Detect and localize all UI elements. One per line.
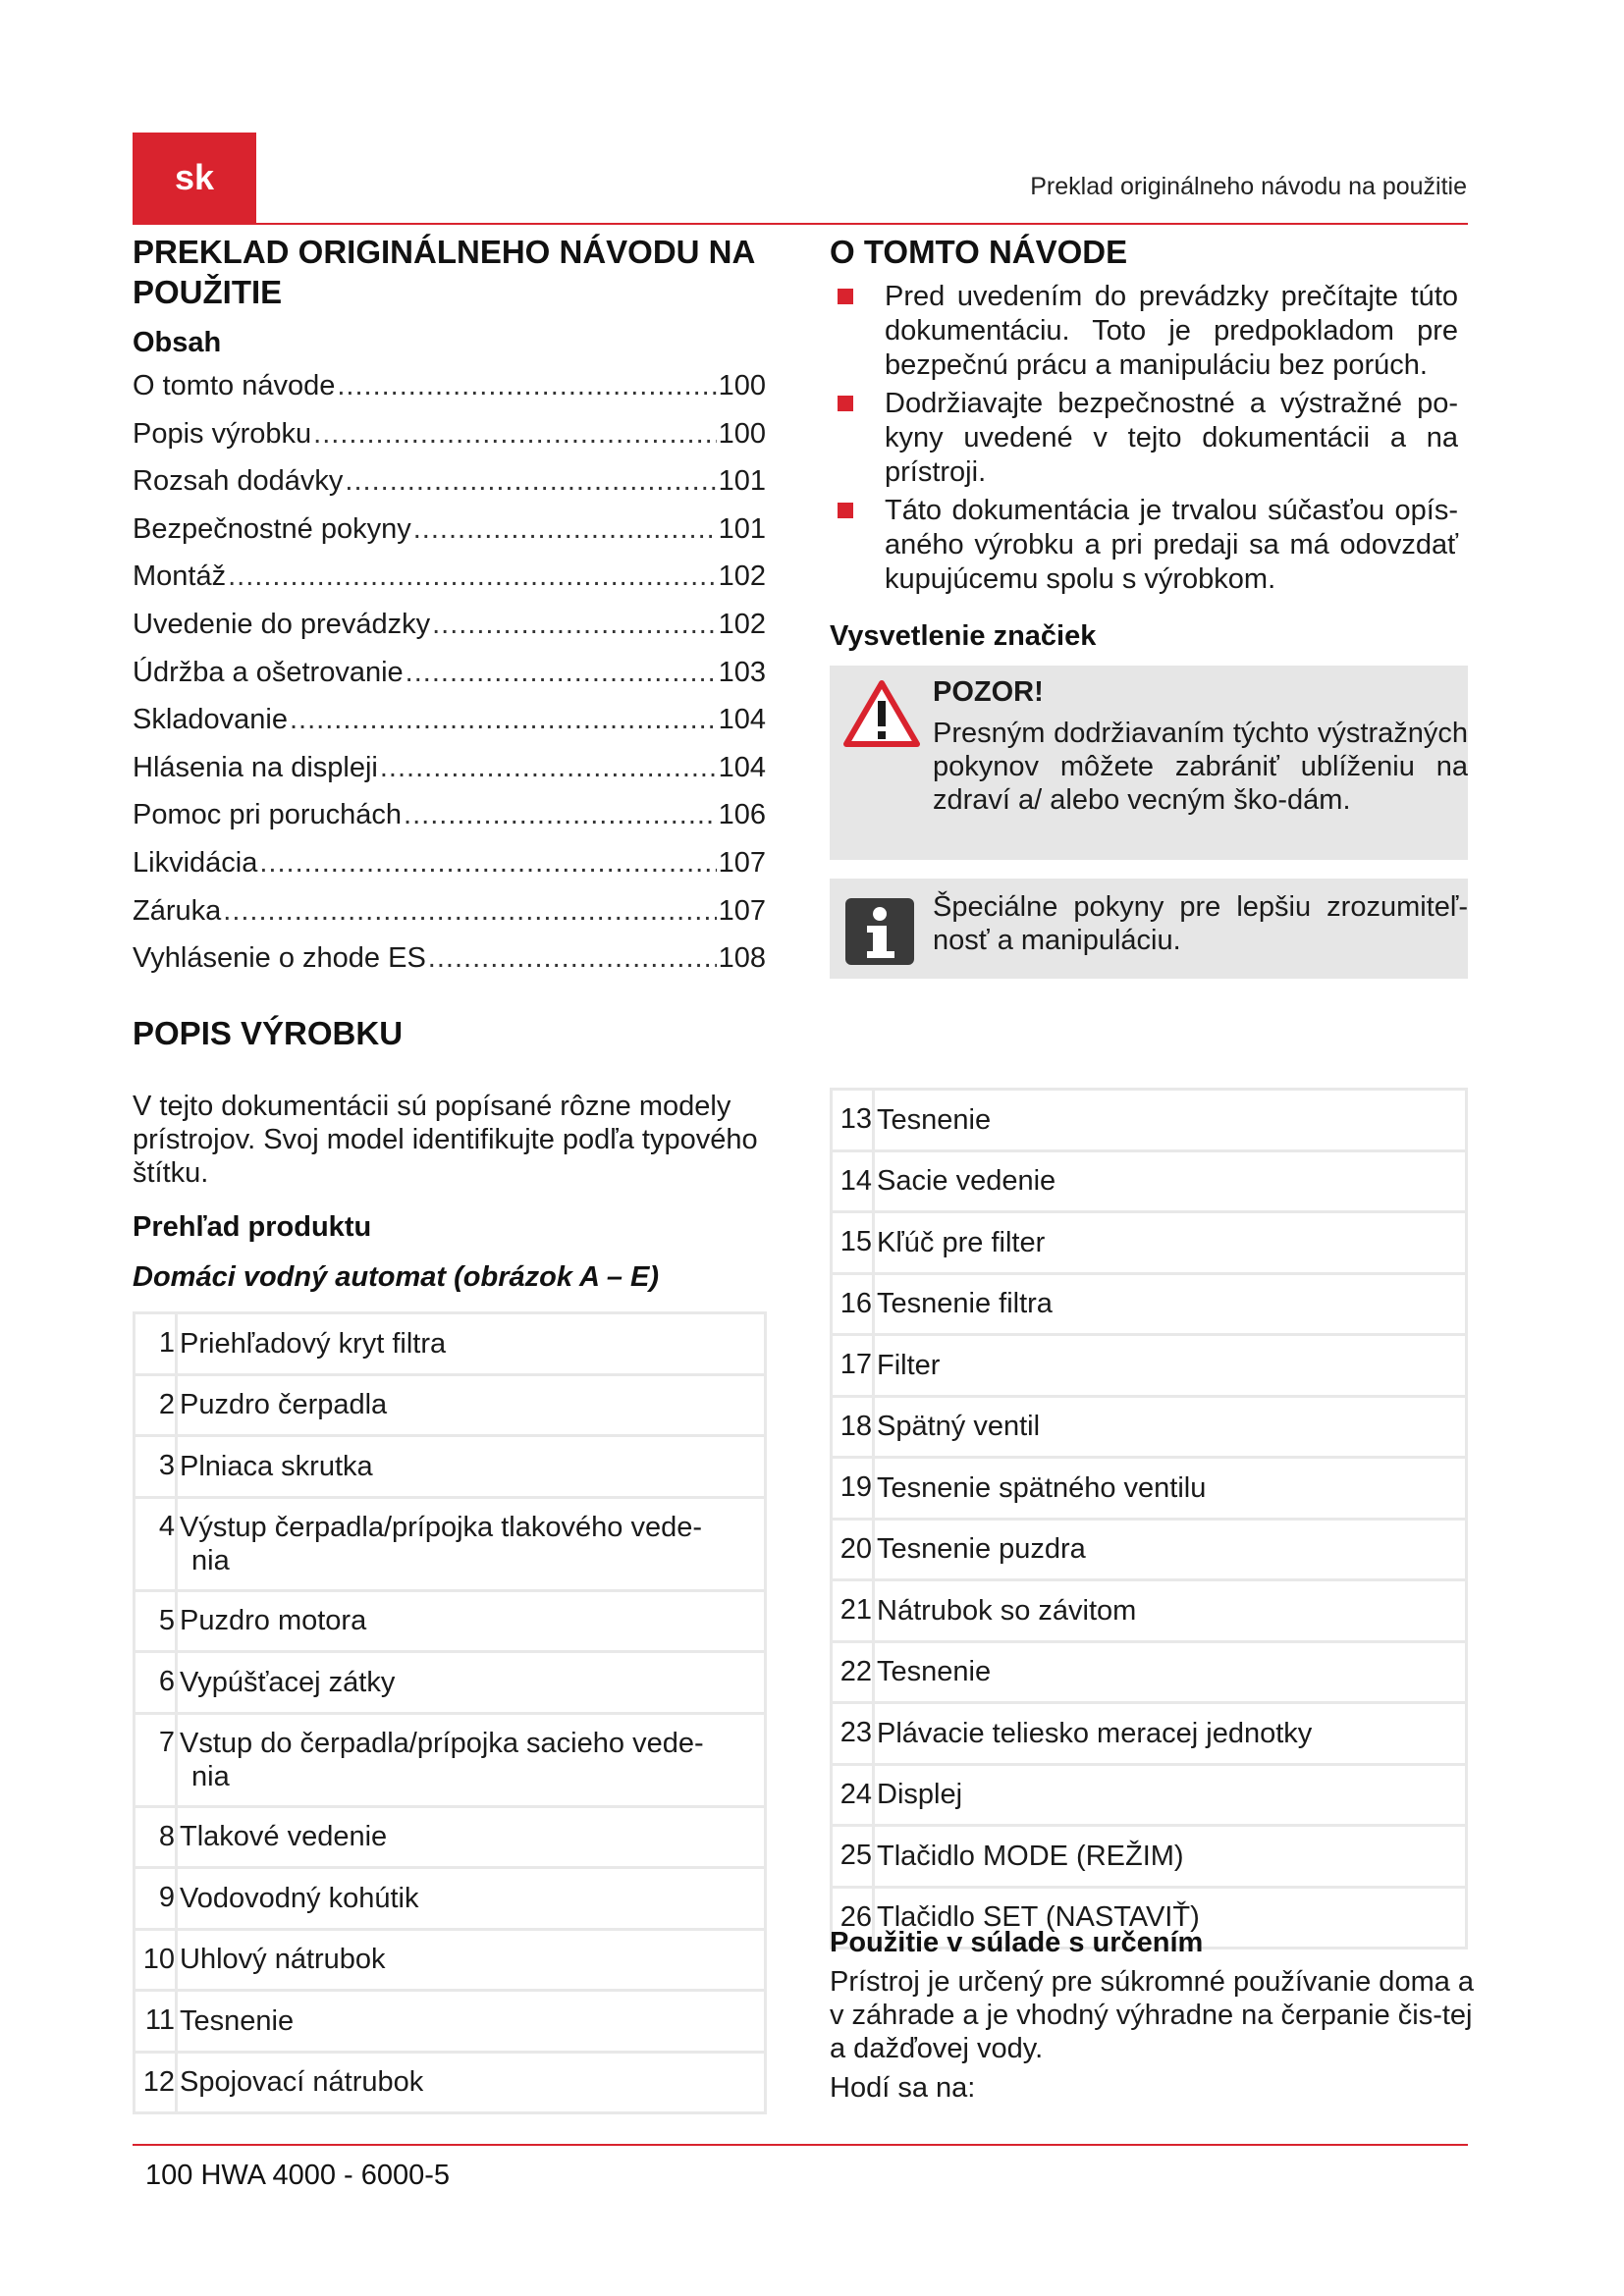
- toc-entry[interactable]: [133, 657, 766, 705]
- parts-table-continued: [830, 1088, 1468, 1949]
- footer-divider: [133, 2144, 1468, 2146]
- part-number: 20: [832, 1519, 874, 1580]
- toc-title: Vyhlásenie o zhode ES: [133, 942, 426, 975]
- table-row: [832, 1458, 1467, 1520]
- part-label: Tesnenie: [180, 2004, 295, 2037]
- part-label-cell: [177, 1929, 766, 1991]
- product-intro-text: V tejto dokumentácii sú popísané rôzne modely prístrojov. Svoj model identifikujte podľa typového štítku.: [133, 1091, 758, 1189]
- table-row: [832, 1826, 1467, 1888]
- footer-text: 100 HWA 4000 - 6000-5: [145, 2160, 451, 2191]
- toc-entry[interactable]: [133, 847, 766, 895]
- about-section: [830, 232, 1468, 272]
- part-number: 15: [832, 1212, 874, 1274]
- part-label: Kľúč pre filter: [874, 1212, 1467, 1274]
- language-tab: sk: [133, 133, 256, 223]
- part-number: 14: [832, 1150, 874, 1212]
- symbols-heading: Vysvetlenie značiek: [830, 620, 1097, 652]
- part-label: Spätný ventil: [874, 1396, 1467, 1458]
- part-label: Tesnenie spätného ventilu: [874, 1458, 1467, 1520]
- table-row: [832, 1273, 1467, 1335]
- part-number: 13: [832, 1090, 874, 1151]
- part-label: Vstup do čerpadla/prípojka sacieho vede-: [180, 1727, 704, 1759]
- part-label: Tesnenie: [874, 1090, 1467, 1151]
- part-label-cell: [177, 1374, 766, 1436]
- info-text: Špeciálne pokyny pre lepšiu zrozumiteľ-nosť a manipuláciu.: [933, 891, 1468, 956]
- part-label-cell: [177, 1313, 766, 1375]
- toc-page-number: 102: [718, 561, 766, 593]
- table-row: [832, 1703, 1467, 1765]
- product-heading: POPIS VÝROBKU: [133, 1015, 404, 1051]
- table-row: [135, 1929, 766, 1991]
- running-title: Preklad originálneho návodu na použitie: [1030, 173, 1467, 200]
- toc-leader: [223, 895, 716, 928]
- part-label: Tlačidlo MODE (REŽIM): [874, 1826, 1467, 1888]
- product-section: [133, 1013, 769, 1053]
- part-label-cell: [177, 1713, 766, 1806]
- toc-leader: [432, 609, 717, 641]
- about-heading: O TOMTO NÁVODE: [830, 234, 1128, 270]
- toc-page-number: 100: [718, 417, 766, 450]
- part-number: 21: [832, 1580, 874, 1642]
- table-row: [135, 1590, 766, 1652]
- contents-heading: Obsah: [133, 327, 222, 358]
- part-number: 10: [135, 1929, 177, 1991]
- part-label: Tesnenie puzdra: [874, 1519, 1467, 1580]
- part-label: Priehľadový kryt filtra: [180, 1327, 447, 1360]
- contents-section: [133, 327, 769, 359]
- part-label: Puzdro čerpadla: [180, 1389, 388, 1421]
- table-row: [832, 1764, 1467, 1826]
- table-row: [135, 1713, 766, 1806]
- intended-use-heading: Použitie v súlade s určením: [830, 1927, 1204, 1958]
- bullet-square-icon: [838, 396, 853, 411]
- part-label: Výstup čerpadla/prípojka tlakového vede-: [180, 1511, 702, 1543]
- toc-leader: [290, 704, 717, 736]
- part-number: 1: [135, 1313, 177, 1375]
- table-row: [135, 1313, 766, 1375]
- part-number: 16: [832, 1273, 874, 1335]
- table-row: [135, 1806, 766, 1868]
- intended-use-text: Prístroj je určený pre súkromné používanie doma a v záhrade a je vhodný výhradne na čerpanie čis-tej a dažďovej vody.: [830, 1966, 1475, 2064]
- table-row: [832, 1212, 1467, 1274]
- toc-title: Rozsah dodávky: [133, 465, 344, 498]
- toc-title: Záruka: [133, 894, 222, 927]
- part-label-cell: [177, 1436, 766, 1498]
- toc-page-number: 107: [718, 894, 766, 927]
- model-heading: Domáci vodný automat (obrázok A – E): [133, 1261, 660, 1293]
- part-number: 8: [135, 1806, 177, 1868]
- part-label-cell: [177, 1590, 766, 1652]
- part-number: 18: [832, 1396, 874, 1458]
- toc-page-number: 101: [718, 512, 766, 545]
- suitable-for-text: Hodí sa na:: [830, 2072, 976, 2104]
- warning-box-wrapper: [830, 666, 1468, 860]
- part-label: Plniaca skrutka: [180, 1450, 373, 1482]
- part-number: 19: [832, 1458, 874, 1520]
- part-label-cell: [177, 2052, 766, 2113]
- toc-entry[interactable]: [133, 752, 766, 800]
- toc-leader: [345, 465, 716, 498]
- part-number: 2: [135, 1374, 177, 1436]
- toc-title: Bezpečnostné pokyny: [133, 512, 411, 545]
- bullet-item: [830, 280, 1458, 383]
- intended-use-section: [830, 1927, 1468, 1959]
- toc-title: Skladovanie: [133, 704, 288, 736]
- table-row: [135, 1374, 766, 1436]
- parts-table-left: [133, 1311, 767, 2114]
- bullet-text: Táto dokumentácia je trvalou súčasťou opís-aného výrobku a pri predaji sa má odovzdať kupujúcemu spolu s výrobkom.: [885, 495, 1458, 595]
- part-label: Sacie vedenie: [874, 1150, 1467, 1212]
- part-label: Uhlový nátrubok: [180, 1944, 386, 1976]
- overview-section: [133, 1211, 769, 1244]
- toc-entry[interactable]: [133, 370, 766, 418]
- part-label-continued: nia: [191, 1760, 230, 1792]
- toc-entry[interactable]: [133, 561, 766, 609]
- part-label: Tesnenie: [874, 1641, 1467, 1703]
- warning-title: POZOR!: [933, 676, 1044, 708]
- toc-entry[interactable]: [133, 465, 766, 513]
- toc-title: Montáž: [133, 561, 227, 593]
- part-label-cell: [177, 1868, 766, 1930]
- part-number: 12: [135, 2052, 177, 2113]
- part-number: 4: [135, 1497, 177, 1590]
- part-number: 25: [832, 1826, 874, 1888]
- bullet-text: Pred uvedením do prevádzky prečítajte túto dokumentáciu. Toto je predpokladom pre bezpečnú prácu a manipuláciu bez porúch.: [885, 281, 1458, 381]
- bullet-list: [830, 280, 1458, 597]
- toc-leader: [413, 513, 717, 546]
- toc-leader: [259, 847, 716, 880]
- toc-entry[interactable]: [133, 609, 766, 657]
- toc-entry[interactable]: [133, 704, 766, 752]
- toc-title: Údržba a ošetrovanie: [133, 656, 404, 688]
- about-bullets: [830, 280, 1458, 601]
- part-number: 6: [135, 1652, 177, 1714]
- part-label: Tlačidlo SET (NASTAVIŤ): [874, 1887, 1467, 1949]
- part-number: 23: [832, 1703, 874, 1765]
- info-box-wrapper: [830, 879, 1468, 979]
- parts-table-right: [830, 1088, 1468, 1949]
- part-label: Filter: [874, 1335, 1467, 1397]
- part-label-cell: [177, 1991, 766, 2053]
- overview-heading: Prehľad produktu: [133, 1211, 372, 1243]
- bullet-text: Dodržiavajte bezpečnostné a výstražné po-kyny uvedené v tejto dokumentácii a na prístroji.: [885, 388, 1458, 488]
- part-label: Puzdro motora: [180, 1605, 367, 1637]
- toc-leader: [228, 561, 717, 593]
- part-number: 5: [135, 1590, 177, 1652]
- toc-title: Popis výrobku: [133, 417, 312, 450]
- parts-table: [133, 1311, 767, 2114]
- toc-leader: [428, 942, 717, 975]
- info-box: [830, 879, 1468, 979]
- table-row: [135, 1868, 766, 1930]
- toc-title: Pomoc pri poruchách: [133, 799, 403, 831]
- table-row: [135, 1497, 766, 1590]
- part-number: 11: [135, 1991, 177, 2053]
- toc-leader: [404, 799, 717, 831]
- symbols-section: [830, 620, 1468, 653]
- model-section: [133, 1261, 769, 1294]
- table-row: [832, 1396, 1467, 1458]
- toc-page-number: 101: [718, 465, 766, 498]
- table-row: [832, 1335, 1467, 1397]
- toc-page-number: 104: [718, 704, 766, 736]
- toc-page-number: 106: [718, 799, 766, 831]
- part-label: Displej: [874, 1764, 1467, 1826]
- toc-page-number: 100: [718, 370, 766, 401]
- part-number: 7: [135, 1713, 177, 1806]
- toc-page-number: 103: [718, 656, 766, 688]
- part-label: Tesnenie filtra: [874, 1273, 1467, 1335]
- bullet-square-icon: [838, 503, 853, 518]
- bullet-square-icon: [838, 289, 853, 304]
- toc-leader: [313, 418, 716, 451]
- part-number: 3: [135, 1436, 177, 1498]
- part-label: Spojovací nátrubok: [180, 2066, 424, 2099]
- toc-entry[interactable]: [133, 942, 766, 990]
- toc-leader: [337, 370, 716, 402]
- part-number: 22: [832, 1641, 874, 1703]
- left-column: [133, 232, 769, 313]
- toc-page-number: 108: [718, 942, 766, 975]
- toc-title: Uvedenie do prevádzky: [133, 608, 431, 640]
- toc-title: Likvidácia: [133, 846, 258, 879]
- part-label: Tlakové vedenie: [180, 1821, 388, 1853]
- table-row: [135, 2052, 766, 2113]
- part-label: Plávacie teliesko meracej jednotky: [874, 1703, 1467, 1765]
- table-row: [832, 1519, 1467, 1580]
- part-label-continued: nia: [191, 1544, 230, 1576]
- bullet-item: [830, 387, 1458, 490]
- table-row: [135, 1991, 766, 2053]
- toc-page-number: 104: [718, 751, 766, 783]
- info-icon: [843, 896, 916, 972]
- intended-use-body: [830, 1965, 1489, 2105]
- header-divider: [133, 223, 1468, 225]
- part-number: 9: [135, 1868, 177, 1930]
- part-label: Nátrubok so závitom: [874, 1580, 1467, 1642]
- part-number: 26: [832, 1887, 874, 1949]
- toc-leader: [406, 657, 717, 689]
- warning-box: [830, 666, 1468, 860]
- table-of-contents: [133, 370, 766, 990]
- toc-entry[interactable]: [133, 799, 766, 847]
- table-row: [832, 1090, 1467, 1151]
- part-label-cell: [177, 1806, 766, 1868]
- part-number: 17: [832, 1335, 874, 1397]
- warning-triangle-icon: [843, 679, 920, 753]
- part-label: Vypúšťacej zátky: [180, 1666, 396, 1698]
- toc-leader: [380, 752, 717, 784]
- main-heading: PREKLAD ORIGINÁLNEHO NÁVODU NA POUŽITIE: [133, 234, 755, 311]
- table-row: [832, 1150, 1467, 1212]
- part-label-cell: [177, 1652, 766, 1714]
- product-intro: [133, 1090, 790, 1190]
- table-row: [135, 1652, 766, 1714]
- part-label: Vodovodný kohútik: [180, 1882, 419, 1914]
- toc-entry[interactable]: [133, 513, 766, 561]
- table-row: [832, 1641, 1467, 1703]
- toc-entry[interactable]: [133, 418, 766, 466]
- part-label-cell: [177, 1497, 766, 1590]
- toc-title: Hlásenia na displeji: [133, 751, 378, 783]
- toc-title: O tomto návode: [133, 370, 336, 401]
- toc-page-number: 102: [718, 608, 766, 640]
- toc-entry[interactable]: [133, 895, 766, 943]
- bullet-item: [830, 494, 1458, 597]
- table-row: [832, 1580, 1467, 1642]
- toc-page-number: 107: [718, 846, 766, 879]
- warning-text: Presným dodržiavaním týchto výstražných pokynov môžete zabrániť ublíženiu na zdraví a/ alebo vecným ško-dám.: [933, 718, 1468, 816]
- part-number: 24: [832, 1764, 874, 1826]
- table-row: [135, 1436, 766, 1498]
